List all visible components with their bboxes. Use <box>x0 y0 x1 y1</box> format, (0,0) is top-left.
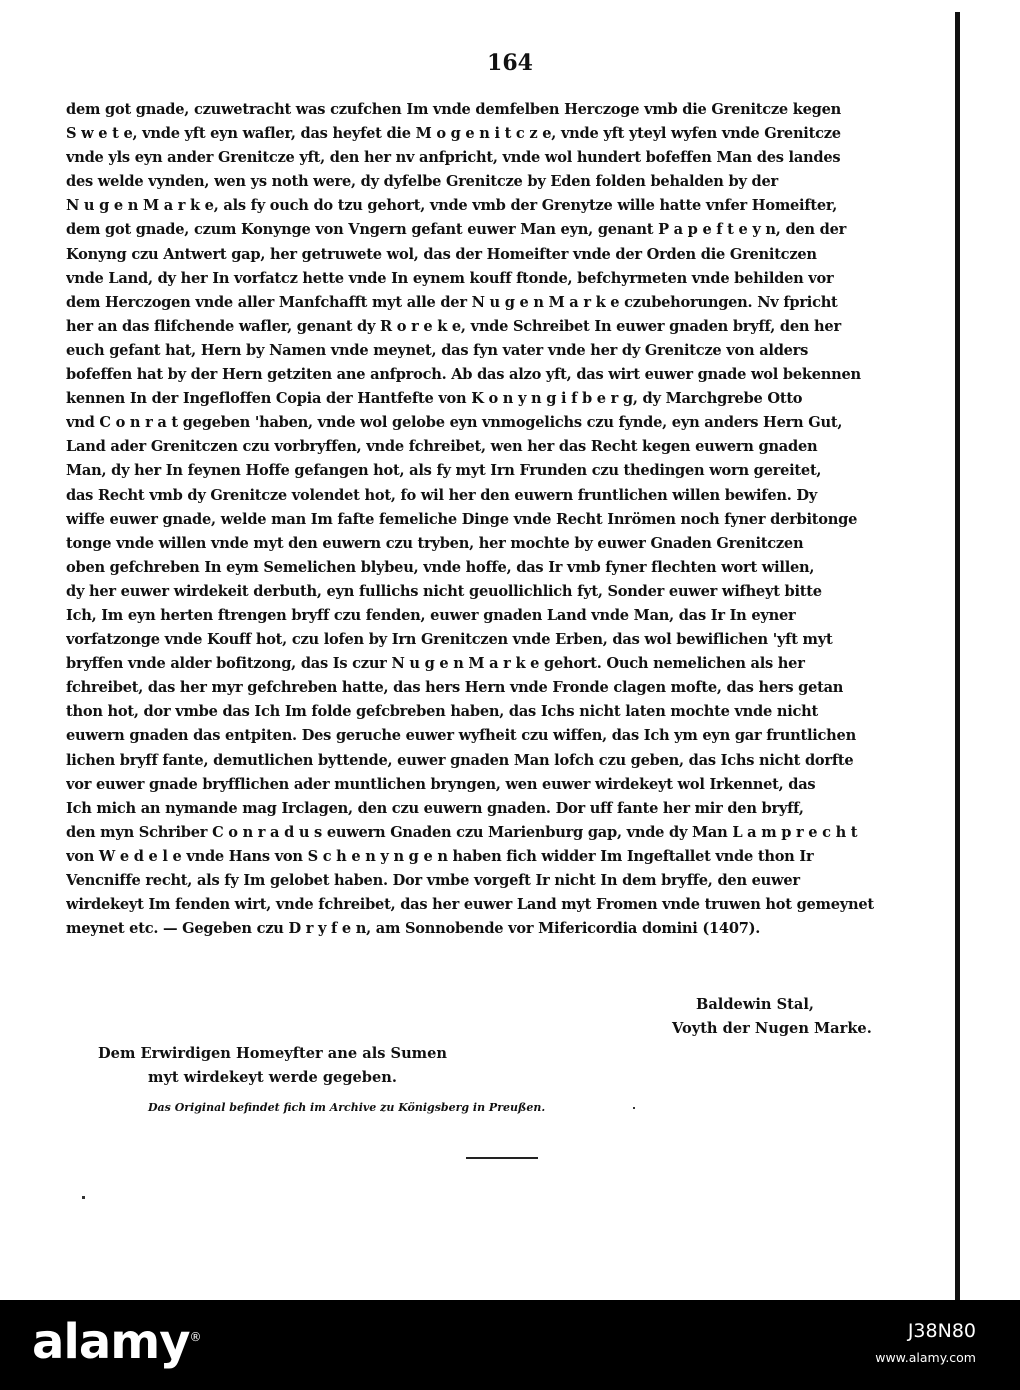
page-edge-rule <box>955 12 960 1380</box>
watermark-logo <box>32 1314 201 1370</box>
text-line: N u g e n M a r k e, als fy ouch do tzu gehort, vnde vmb der Grenytze wille hatte vnfer Homeifter, <box>66 197 838 215</box>
address-block <box>98 1042 447 1090</box>
signature-block <box>672 993 872 1041</box>
text-line: euwern gnaden das entpiten. Des geruche euwer wyfheit czu wiffen, das Ich ym eyn gar fruntlichen <box>66 727 856 745</box>
text-line: S w e t e, vnde yft eyn wafler, das heyfet die M o g e n i t c z e, vnde yft yteyl wyfen vnde Grenitcze <box>66 125 841 143</box>
text-line: lichen bryff fante, demutlichen byttende, euwer gnaden Man lofch czu geben, das Ichs nicht dorfte <box>66 751 854 769</box>
text-line: dem Herczogen vnde aller Manfchafft myt alle der N u g e n M a r k e czubehorungen. Nv fpricht <box>66 293 838 311</box>
print-speck <box>82 1196 85 1199</box>
text-line: Vencniffe recht, als fy Im gelobet haben. Dor vmbe vorgeft Ir nicht In dem bryffe, den euwer <box>66 872 800 889</box>
text-line: Man, dy her In feynen Hoffe gefangen hot, als fy myt Irn Frunden czu thedingen worn gereitet, <box>66 462 822 480</box>
address-line-2: myt wirdekeyt werde gegeben. <box>148 1069 397 1086</box>
address-line-1: Dem Erwirdigen Homeyfter ane als Sumen <box>98 1045 448 1062</box>
text-line: vnde Land, dy her In vorfatcz hette vnde In eynem kouff ftonde, befchyrmeten vnde behilden vor <box>66 269 834 287</box>
text-line: meynet etc. — Gegeben czu D r y f e n, am Sonnobende vor Mifericordia domini (1407). <box>66 920 761 938</box>
text-line: das Recht vmb dy Grenitcze volendet hot, fo wil her den euwern fruntlichen willen bewifen. Dy <box>66 486 818 504</box>
text-line: tonge vnde willen vnde myt den euwern czu tryben, her mochte by euwer Gnaden Grenitczen <box>66 534 804 552</box>
text-line: bryffen vnde alder bofitzong, das Is czur N u g e n M a r k e gehort. Ouch nemelichen als her <box>66 655 805 673</box>
text-line: Land ader Grenitczen czu vorbryffen, vnde fchreibet, wen her das Recht kegen euwern gnaden <box>66 438 818 456</box>
signature-name: Baldewin Stal, <box>696 996 814 1013</box>
text-line: fchreibet, das her myr gefchreben hatte, das hers Hern vnde Fronde clagen mofte, das hers getan <box>66 679 844 697</box>
letter-body <box>66 98 952 941</box>
text-line: Konyng czu Antwert gap, her getruwete wol, das der Homeifter vnde der Orden die Grenitczen <box>66 245 817 263</box>
text-line: des welde vynden, wen ys noth were, dy dyfelbe Grenitcze by Eden folden behalden by der <box>66 173 778 191</box>
watermark-url: www.alamy.com <box>875 1350 976 1365</box>
text-line: vor euwer gnade bryfflichen ader muntlichen bryngen, wen euwer wirdekeyt wol Irkennet, das <box>66 775 816 793</box>
text-line: vnd C o n r a t gegeben 'haben, vnde wol gelobe eyn vnmogelichs czu fynde, eyn anders Hern Gut, <box>66 414 843 432</box>
text-line: her an das flifchende wafler, genant dy R o r e k e, vnde Schreibet In euwer gnaden bryff, den her <box>66 317 841 335</box>
text-line: dy her euwer wirdekeit derbuth, eyn fullichs nicht geuollichlich fyt, Sonder euwer wifheyt bitte <box>66 582 822 600</box>
text-line: kennen In der Ingefloffen Copia der Hantfefte von K o n y n g i f b e r g, dy Marchgrebe Otto <box>66 390 803 408</box>
text-line: dem got gnade, czum Konynge von Vngern gefant euwer Man eyn, genant P a p e f t e y n, den der <box>66 221 847 239</box>
text-line: von W e d e l e vnde Hans von S c h e n y n g e n haben fich widder Im Ingeftallet vnde thon Ir <box>66 847 814 865</box>
text-line: vorfatzonge vnde Kouff hot, czu lofen by Irn Grenitczen vnde Erben, das wol bewiflichen 'yft myt <box>66 631 833 649</box>
print-speck <box>633 1107 635 1109</box>
text-line: wiffe euwer gnade, welde man Im fafte femeliche Dinge vnde Recht Inrömen noch fyner derbitonge <box>66 510 858 528</box>
footer-rule <box>466 1157 538 1159</box>
signature-title: Voyth der Nugen Marke. <box>672 1020 872 1037</box>
text-line: thon hot, dor vmbe das Ich Im folde gefcbreben haben, das Ichs nicht laten mochte vnde nicht <box>66 703 818 721</box>
archive-note: Das Original befindet fich im Archive zu Königsberg in Preußen. <box>148 1101 546 1114</box>
text-line: vnde yls eyn ander Grenitcze yft, den her nv anfpricht, vnde wol hundert bofeffen Man des landes <box>66 149 841 167</box>
text-line: dem got gnade, czuwetracht was czufchen Im vnde demfelben Herczoge vmb die Grenitcze kegen <box>66 101 842 118</box>
page-number: 164 <box>487 50 533 76</box>
text-line: Ich mich an nymande mag Irclagen, den czu euwern gnaden. Dor uff fante her mir den bryff, <box>66 799 804 817</box>
text-line: Ich, Im eyn herten ftrengen bryff czu fenden, euwer gnaden Land vnde Man, das Ir In eyner <box>66 606 796 624</box>
text-line: euch gefant hat, Hern by Namen vnde meynet, das fyn vater vnde her dy Grenitcze von alders <box>66 341 809 359</box>
text-line: oben gefchreben In eym Semelichen blybeu, vnde hoffe, das Ir vmb fyner flechten wort willen, <box>66 558 815 576</box>
watermark-logo-text: alamy <box>32 1314 190 1370</box>
text-line: wirdekeyt Im fenden wirt, vnde fchreibet, das her euwer Land myt Fromen vnde truwen hot gemeynet <box>66 896 874 914</box>
watermark-image-id: J38N80 <box>907 1320 976 1342</box>
trademark-icon: ® <box>189 1330 201 1344</box>
text-line: den myn Schriber C o n r a d u s euwern Gnaden czu Marienburg gap, vnde dy Man L a m p r e c h t <box>66 823 858 841</box>
text-line: bofeffen hat by der Hern getziten ane anfproch. Ab das alzo yft, das wirt euwer gnade wol bekennen <box>66 366 861 384</box>
